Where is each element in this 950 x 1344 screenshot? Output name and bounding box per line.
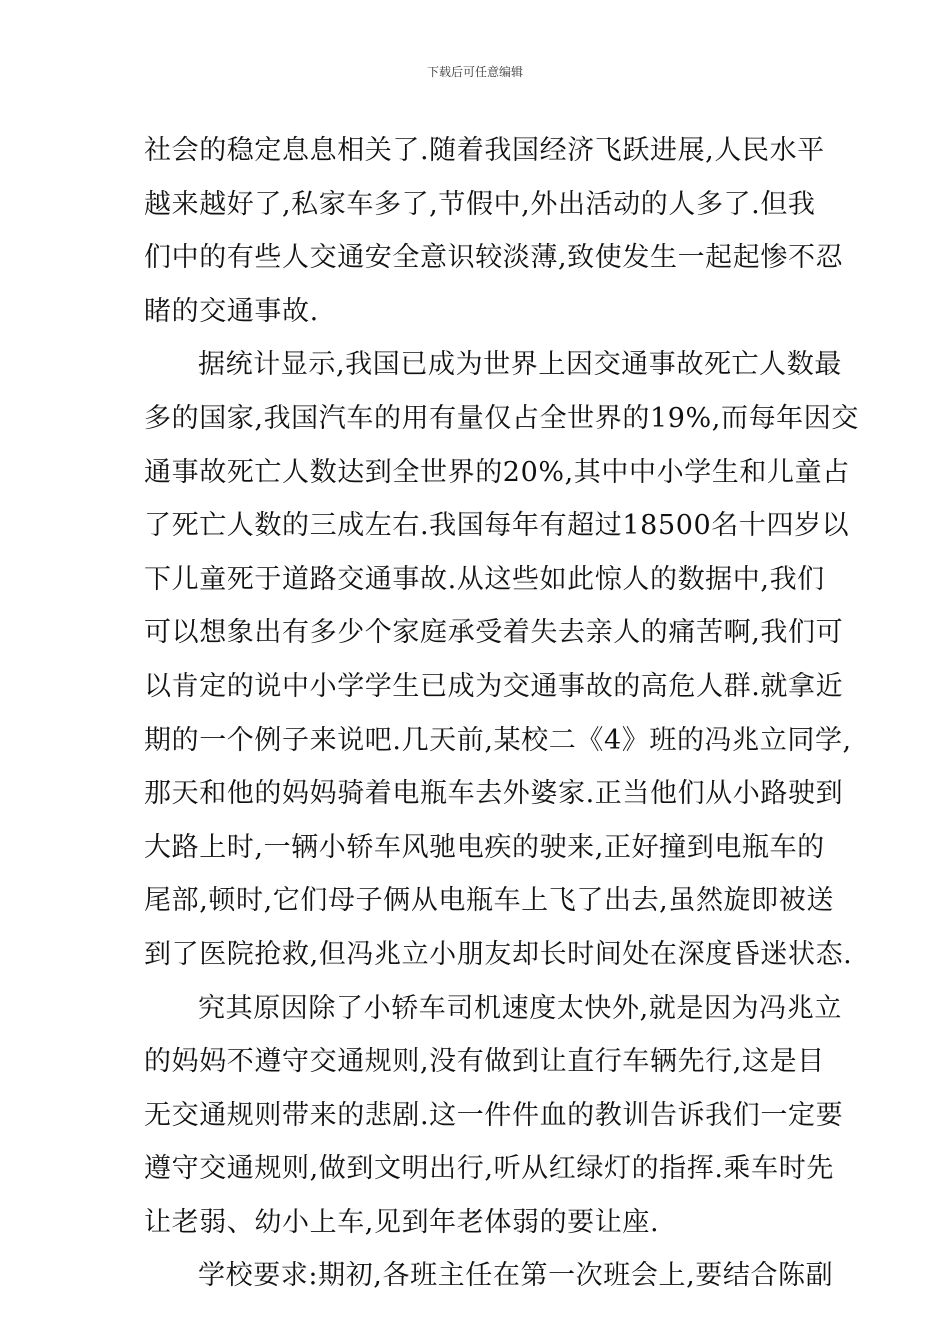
paragraph <box>144 338 859 981</box>
text-line: 下儿童死于道路交通事故.从这些如此惊人的数据中,我们 <box>144 563 825 595</box>
text-line: 究其原因除了小轿车司机速度太快外,就是因为冯兆立 <box>198 992 842 1024</box>
text-line: 以肯定的说中小学学生已成为交通事故的高危人群.就拿近 <box>144 670 844 702</box>
paragraph <box>144 124 844 338</box>
text-line: 们中的有些人交通安全意识较淡薄,致使发生一起起惨不忍 <box>144 242 844 274</box>
text-line: 到了医院抢救,但冯兆立小朋友却长时间处在深度昏迷状态. <box>144 938 853 970</box>
text-line: 通事故死亡人数达到全世界的20%,其中中小学生和儿童占 <box>144 456 850 488</box>
document-body <box>144 124 859 1303</box>
text-line: 了死亡人数的三成左右.我国每年有超过18500名十四岁以 <box>144 510 850 542</box>
text-line: 越来越好了,私家车多了,节假中,外出活动的人多了.但我 <box>144 188 816 220</box>
paragraph <box>144 1249 834 1303</box>
text-line: 无交通规则带来的悲剧.这一件件血的教训告诉我们一定要 <box>144 1099 844 1131</box>
text-line: 那天和他的妈妈骑着电瓶车去外婆家.正当他们从小路驶到 <box>144 778 844 810</box>
text-line: 多的国家,我国汽车的用有量仅占全世界的19%,而每年因交 <box>144 402 859 434</box>
text-line: 让老弱、幼小上车,见到年老体弱的要让座. <box>144 1206 660 1238</box>
text-line: 期的一个例子来说吧.几天前,某校二《4》班的冯兆立同学, <box>144 724 852 756</box>
text-line: 可以想象出有多少个家庭承受着失去亲人的痛苦啊,我们可 <box>144 617 844 649</box>
text-line: 社会的稳定息息相关了.随着我国经济飞跃进展,人民水平 <box>144 135 825 166</box>
text-line: 据统计显示,我国已成为世界上因交通事故死亡人数最 <box>198 349 842 381</box>
text-line: 学校要求:期初,各班主任在第一次班会上,要结合陈副 <box>198 1260 834 1292</box>
text-line: 睹的交通事故. <box>144 295 319 327</box>
text-line: 的妈妈不遵守交通规则,没有做到让直行车辆先行,这是目 <box>144 1046 825 1078</box>
paragraph <box>144 982 844 1250</box>
text-line: 尾部,顿时,它们母子俩从电瓶车上飞了出去,虽然旋即被送 <box>144 885 834 917</box>
page-header: 下载后可任意编辑 <box>426 65 523 79</box>
text-line: 遵守交通规则,做到文明出行,听从红绿灯的指挥.乘车时先 <box>144 1153 834 1185</box>
text-line: 大路上时,一辆小轿车风驰电疾的驶来,正好撞到电瓶车的 <box>144 831 825 863</box>
